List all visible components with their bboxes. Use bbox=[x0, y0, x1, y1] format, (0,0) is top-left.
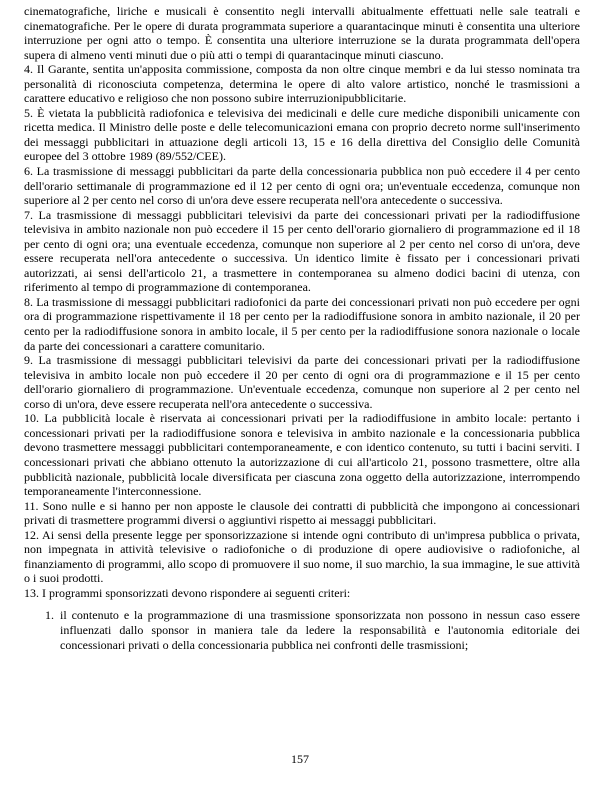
list-item bbox=[24, 608, 580, 652]
document-body bbox=[24, 4, 580, 652]
list-item-number: 1. bbox=[45, 608, 54, 623]
paragraph-7: 7. La trasmissione di messaggi pubblicitari televisivi da parte dei concessionari privati per la radiodiffusione televisiva in ambito nazionale non può eccedere il 15 per cento dell'orario giornaliero di programmazione ed il 18 per cento di ogni ora; una eventuale eccedenza, comunque non superiore al 2 per cento nel corso di un'ora, deve essere recuperata nell'ora antecedente o successiva. Un identico limite è fissato per i concessionari privati autorizzati, ai sensi dell'articolo 21, a trasmettere in contemporanea su almeno dodici bacini di utenza, con riferimento al tempo di programmazione di contemporanea. bbox=[24, 207, 580, 295]
paragraph-4: 4. Il Garante, sentita un'apposita commissione, composta da non oltre cinque membri e da lui stesso nominata tra personalità di riconosciuta competenza, determina le opere di alto valore artistico, nonché le trasmissioni a carattere educativo e religioso che non possono subire interruzionipubblicitarie. bbox=[24, 62, 580, 106]
paragraph-13: 13. I programmi sponsorizzati devono rispondere ai seguenti criteri: bbox=[24, 585, 351, 600]
criteria-list bbox=[24, 608, 580, 652]
paragraph-6: 6. La trasmissione di messaggi pubblicitari da parte della concessionaria pubblica non può eccedere il 4 per cento dell'orario settimanale di programmazione ed il 12 per cento di ogni ora; un'eventuale eccedenza, comunque non superiore al 2 per cento nel corso di un'ora deve essere recuperata nell'ora antecedente o successiva. bbox=[24, 164, 580, 208]
paragraph-10: 10. La pubblicità locale è riservata ai concessionari privati per la radiodiffusione in ambito locale: pertanto i concessionari privati per la radiodiffusione sonora e televisiva in ambito nazionale e la concessionaria pubblica devono trasmettere messaggi pubblicitari contemporaneamente, e con identico contenuto, su tutti i bacini serviti. I concessionari privati che abbiano ottenuto la autorizzazione di cui all'articolo 21, possono trasmettere, oltre alla pubblicità nazionale, pubblicità locale diversificata per ciascuna zona oggetto della autorizzazione, interrompendo temporaneamente l'interconnessione. bbox=[24, 411, 580, 499]
paragraph-12: 12. Ai sensi della presente legge per sponsorizzazione si intende ogni contributo di un'impresa pubblica o privata, non impegnata in attività televisive o radiofoniche o di produzione di opere audiovisive o radiofoniche, al finanziamento di programmi, allo scopo di promuovere il suo nome, il suo marchio, la sua immagine, le sue attività o i suoi prodotti. bbox=[24, 527, 580, 586]
paragraph-11: 11. Sono nulle e si hanno per non apposte le clausole dei contratti di pubblicità che impongono ai concessionari privati di trasmettere programmi diversi o aggiuntivi rispetto ai messaggi pubblicitari. bbox=[24, 498, 580, 528]
paragraph-9: 9. La trasmissione di messaggi pubblicitari televisivi da parte dei concessionari privati per la radiodiffusione televisiva in ambito locale non può eccedere il 20 per cento di ogni ora di programmazione e il 15 per cento dell'orario giornaliero di programmazione. Un'eventuale eccedenza, comunque non superiore al 2 per cento nel corso di un'ora, deve essere recuperata nell'ora antecedente o successiva. bbox=[24, 353, 580, 411]
paragraph-5: 5. È vietata la pubblicità radiofonica e televisiva dei medicinali e delle cure mediche disponibili unicamente con ricetta medica. Il Ministro delle poste e delle telecomunicazioni emana con proprio decreto norme sull'inserimento dei messaggi pubblicitari in attuazione degli articoli 13, 15 e 16 della direttiva del Consiglio delle Comunità europee del 3 ottobre 1989 (89/552/CEE). bbox=[24, 105, 580, 164]
paragraph-8: 8. La trasmissione di messaggi pubblicitari radiofonici da parte dei concessionari privati non può eccedere per ogni ora di programmazione rispettivamente il 18 per cento per la radiodiffusione sonora in ambito nazionale, il 20 per cento per la radiodiffusione sonora in ambito locale, il 5 per cento per la radiodiffusione sonora nazionale o locale da parte dei concessionari a carattere comunitario. bbox=[24, 294, 580, 353]
list-item-text: il contenuto e la programmazione di una trasmissione sponsorizzata non possono in nessun caso essere influenzati dallo sponsor in maniera tale da ledere la responsabilità e l'autonomia editoriale dei concessionari privati o della concessionaria pubblica nei confronti delle trasmissioni; bbox=[60, 608, 580, 652]
paragraph-continuation: cinematografiche, liriche e musicali è consentito negli intervalli abitualmente effettuati nelle sale teatrali e cinematografiche. Per le opere di durata programmata superiore a quarantacinque minuti è consentita una ulteriore interruzione per ogni atto o tempo. È consentita una ulteriore interruzione se la durata programmata dell'opera supera di almeno venti minuti due o più atti o tempi di quarantacinque minuti ciascuno. bbox=[24, 4, 580, 62]
page-number: 157 bbox=[291, 752, 309, 766]
